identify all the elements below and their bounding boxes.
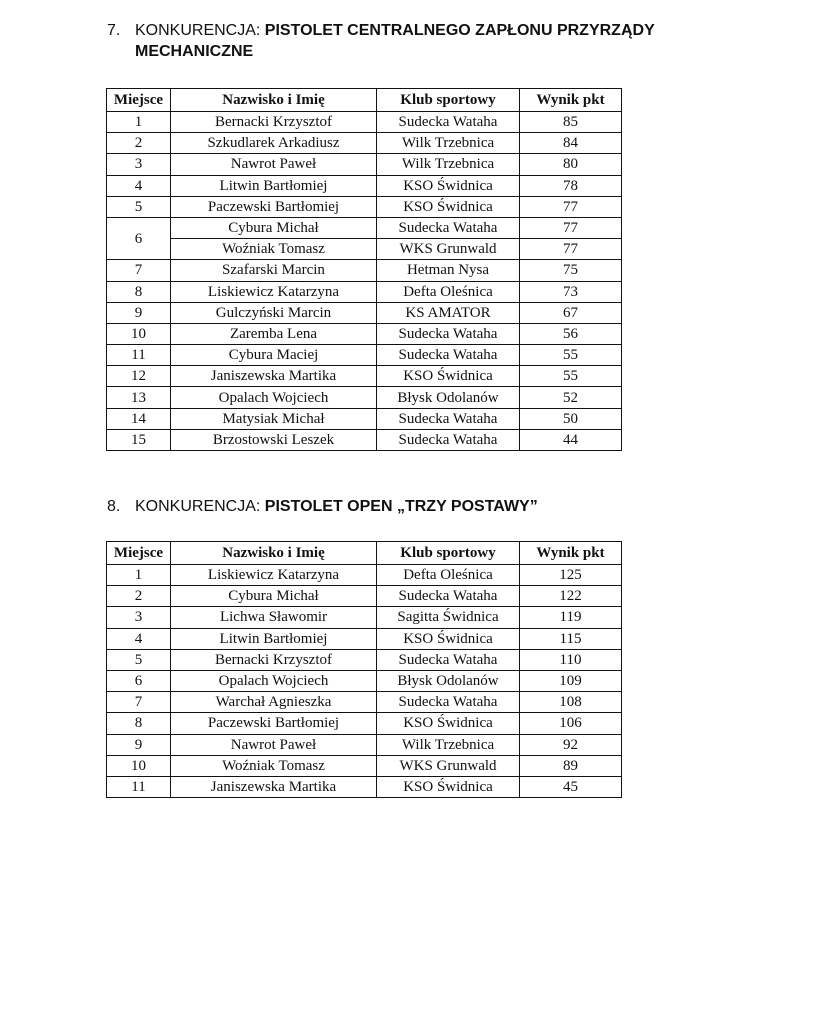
table-row xyxy=(107,649,622,670)
cell-score: 122 xyxy=(520,586,622,607)
cell-name: Paczewski Bartłomiej xyxy=(171,196,377,217)
section-title-continuation: MECHANICZNE xyxy=(135,43,254,60)
cell-club: Wilk Trzebnica xyxy=(377,154,520,175)
column-header-score: Wynik pkt xyxy=(520,89,622,112)
cell-score: 106 xyxy=(520,713,622,734)
results-table xyxy=(106,541,622,798)
cell-name: Matysiak Michał xyxy=(171,408,377,429)
section-title: PISTOLET OPEN „TRZY POSTAWY” xyxy=(264,498,538,515)
cell-club: KSO Świdnica xyxy=(377,196,520,217)
cell-score: 109 xyxy=(520,670,622,691)
cell-name: Nawrot Paweł xyxy=(171,734,377,755)
cell-name: Woźniak Tomasz xyxy=(171,239,377,260)
cell-place: 5 xyxy=(107,196,171,217)
cell-score: 89 xyxy=(520,755,622,776)
cell-place: 3 xyxy=(107,154,171,175)
column-header-place: Miejsce xyxy=(107,89,171,112)
table-row xyxy=(107,628,622,649)
cell-place: 8 xyxy=(107,281,171,302)
cell-club: Defta Oleśnica xyxy=(377,281,520,302)
cell-score: 67 xyxy=(520,302,622,323)
cell-place: 2 xyxy=(107,586,171,607)
cell-club: Sudecka Wataha xyxy=(377,586,520,607)
column-header-score: Wynik pkt xyxy=(520,542,622,565)
cell-score: 77 xyxy=(520,196,622,217)
cell-name: Cybura Michał xyxy=(171,586,377,607)
cell-score: 50 xyxy=(520,408,622,429)
table-row xyxy=(107,366,622,387)
cell-score: 73 xyxy=(520,281,622,302)
cell-score: 125 xyxy=(520,565,622,586)
cell-name: Bernacki Krzysztof xyxy=(171,112,377,133)
cell-club: Błysk Odolanów xyxy=(377,670,520,691)
table-row xyxy=(107,260,622,281)
table-row xyxy=(107,565,622,586)
cell-place: 10 xyxy=(107,755,171,776)
cell-place: 10 xyxy=(107,323,171,344)
cell-score: 78 xyxy=(520,175,622,196)
cell-club: KSO Świdnica xyxy=(377,175,520,196)
cell-name: Opalach Wojciech xyxy=(171,670,377,691)
cell-name: Warchał Agnieszka xyxy=(171,692,377,713)
cell-score: 92 xyxy=(520,734,622,755)
cell-score: 44 xyxy=(520,429,622,450)
table-row xyxy=(107,776,622,797)
cell-club: KSO Świdnica xyxy=(377,713,520,734)
column-header-name: Nazwisko i Imię xyxy=(171,89,377,112)
table-row xyxy=(107,196,622,217)
cell-club: Sudecka Wataha xyxy=(377,217,520,238)
table-row xyxy=(107,408,622,429)
cell-score: 52 xyxy=(520,387,622,408)
cell-club: Hetman Nysa xyxy=(377,260,520,281)
cell-place: 11 xyxy=(107,776,171,797)
cell-club: Wilk Trzebnica xyxy=(377,734,520,755)
cell-score: 115 xyxy=(520,628,622,649)
section-prefix: KONKURENCJA: xyxy=(135,498,265,515)
cell-name: Woźniak Tomasz xyxy=(171,755,377,776)
cell-name: Szafarski Marcin xyxy=(171,260,377,281)
cell-name: Paczewski Bartłomiej xyxy=(171,713,377,734)
section-number: 7. xyxy=(107,22,121,39)
cell-score: 108 xyxy=(520,692,622,713)
cell-score: 77 xyxy=(520,217,622,238)
table-row xyxy=(107,239,622,260)
cell-place: 5 xyxy=(107,649,171,670)
cell-score: 55 xyxy=(520,345,622,366)
cell-score: 45 xyxy=(520,776,622,797)
column-header-place: Miejsce xyxy=(107,542,171,565)
cell-name: Bernacki Krzysztof xyxy=(171,649,377,670)
cell-club: Sudecka Wataha xyxy=(377,345,520,366)
table-row xyxy=(107,734,622,755)
cell-name: Lichwa Sławomir xyxy=(171,607,377,628)
table-row xyxy=(107,692,622,713)
table-header-row xyxy=(107,89,622,112)
cell-name: Cybura Michał xyxy=(171,217,377,238)
cell-name: Liskiewicz Katarzyna xyxy=(171,281,377,302)
section-heading xyxy=(107,20,747,62)
column-header-club: Klub sportowy xyxy=(377,89,520,112)
cell-place: 3 xyxy=(107,607,171,628)
cell-name: Opalach Wojciech xyxy=(171,387,377,408)
cell-score: 84 xyxy=(520,133,622,154)
cell-club: KSO Świdnica xyxy=(377,366,520,387)
table-row xyxy=(107,387,622,408)
cell-place: 4 xyxy=(107,175,171,196)
section-heading xyxy=(107,496,747,517)
cell-club: Wilk Trzebnica xyxy=(377,133,520,154)
table-row xyxy=(107,670,622,691)
cell-score: 75 xyxy=(520,260,622,281)
cell-place: 2 xyxy=(107,133,171,154)
cell-club: Sudecka Wataha xyxy=(377,649,520,670)
cell-club: WKS Grunwald xyxy=(377,755,520,776)
table-row xyxy=(107,607,622,628)
cell-name: Litwin Bartłomiej xyxy=(171,628,377,649)
cell-name: Gulczyński Marcin xyxy=(171,302,377,323)
cell-place: 4 xyxy=(107,628,171,649)
table-row xyxy=(107,133,622,154)
cell-score: 119 xyxy=(520,607,622,628)
cell-place: 7 xyxy=(107,692,171,713)
cell-club: WKS Grunwald xyxy=(377,239,520,260)
cell-place: 6 xyxy=(107,217,171,259)
table-row xyxy=(107,302,622,323)
cell-club: KSO Świdnica xyxy=(377,628,520,649)
table-row xyxy=(107,429,622,450)
cell-club: Błysk Odolanów xyxy=(377,387,520,408)
table-row xyxy=(107,217,622,238)
table-row xyxy=(107,713,622,734)
cell-name: Szkudlarek Arkadiusz xyxy=(171,133,377,154)
column-header-club: Klub sportowy xyxy=(377,542,520,565)
cell-place: 12 xyxy=(107,366,171,387)
table-row xyxy=(107,755,622,776)
table-header-row xyxy=(107,542,622,565)
cell-place: 1 xyxy=(107,112,171,133)
cell-club: Sudecka Wataha xyxy=(377,323,520,344)
cell-club: Sudecka Wataha xyxy=(377,429,520,450)
cell-club: Sagitta Świdnica xyxy=(377,607,520,628)
cell-place: 7 xyxy=(107,260,171,281)
cell-score: 85 xyxy=(520,112,622,133)
cell-place: 1 xyxy=(107,565,171,586)
table-body xyxy=(107,565,622,798)
section-prefix: KONKURENCJA: xyxy=(135,22,265,39)
cell-place: 15 xyxy=(107,429,171,450)
cell-club: KS AMATOR xyxy=(377,302,520,323)
cell-name: Zaremba Lena xyxy=(171,323,377,344)
results-table xyxy=(106,88,622,451)
cell-name: Litwin Bartłomiej xyxy=(171,175,377,196)
cell-club: Sudecka Wataha xyxy=(377,112,520,133)
cell-name: Liskiewicz Katarzyna xyxy=(171,565,377,586)
table-row xyxy=(107,345,622,366)
cell-place: 13 xyxy=(107,387,171,408)
cell-place: 6 xyxy=(107,670,171,691)
cell-name: Janiszewska Martika xyxy=(171,776,377,797)
cell-place: 9 xyxy=(107,734,171,755)
cell-name: Cybura Maciej xyxy=(171,345,377,366)
cell-name: Nawrot Paweł xyxy=(171,154,377,175)
cell-score: 80 xyxy=(520,154,622,175)
cell-score: 77 xyxy=(520,239,622,260)
table-row xyxy=(107,586,622,607)
cell-club: Sudecka Wataha xyxy=(377,408,520,429)
table-body xyxy=(107,112,622,451)
cell-score: 56 xyxy=(520,323,622,344)
column-header-name: Nazwisko i Imię xyxy=(171,542,377,565)
table-row xyxy=(107,323,622,344)
cell-club: Defta Oleśnica xyxy=(377,565,520,586)
table-row xyxy=(107,281,622,302)
cell-place: 11 xyxy=(107,345,171,366)
cell-place: 9 xyxy=(107,302,171,323)
cell-club: KSO Świdnica xyxy=(377,776,520,797)
cell-name: Janiszewska Martika xyxy=(171,366,377,387)
table-row xyxy=(107,175,622,196)
cell-place: 8 xyxy=(107,713,171,734)
cell-place: 14 xyxy=(107,408,171,429)
table-row xyxy=(107,154,622,175)
table-row xyxy=(107,112,622,133)
cell-club: Sudecka Wataha xyxy=(377,692,520,713)
section-title: PISTOLET CENTRALNEGO ZAPŁONU PRZYRZĄDY xyxy=(264,22,655,39)
cell-score: 110 xyxy=(520,649,622,670)
section-number: 8. xyxy=(107,498,121,515)
cell-score: 55 xyxy=(520,366,622,387)
cell-name: Brzostowski Leszek xyxy=(171,429,377,450)
